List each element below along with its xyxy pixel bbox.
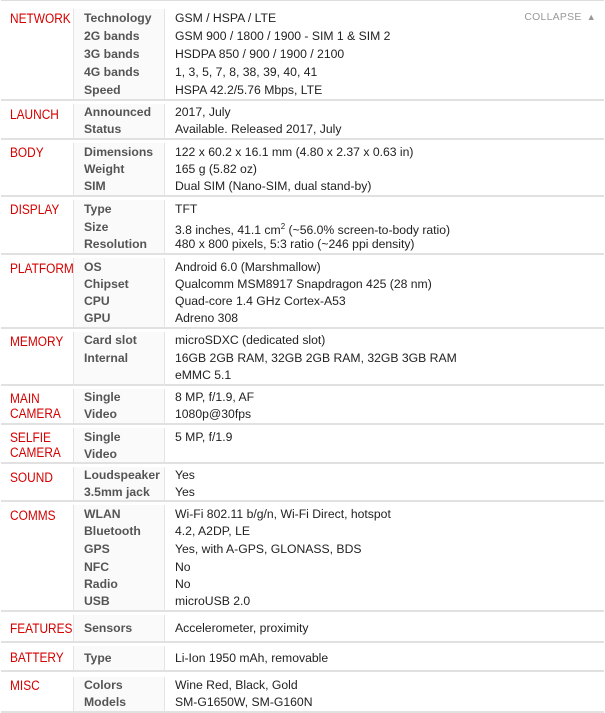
section-title-line: NETWORK	[10, 11, 71, 26]
spec-label[interactable]: Loudspeaker	[74, 467, 165, 484]
spec-row	[74, 367, 604, 384]
spec-row	[74, 332, 604, 349]
spec-label[interactable]: Video	[74, 446, 165, 462]
spec-label[interactable]: 2G bands	[74, 27, 165, 45]
section-rows	[73, 258, 604, 327]
spec-value	[165, 646, 328, 670]
section-rows	[73, 505, 604, 610]
spec-value	[165, 45, 344, 63]
spec-label[interactable]: SIM	[74, 178, 165, 195]
spec-row	[74, 646, 604, 670]
spec-row	[74, 558, 604, 576]
section-title[interactable]	[1, 107, 73, 122]
spec-value-text-after: (~56.0% screen-to-body ratio)	[285, 223, 451, 238]
section-rows	[73, 104, 604, 138]
spec-section-launch	[1, 101, 604, 140]
spec-label[interactable]: OS	[74, 258, 165, 276]
spec-row	[74, 446, 604, 462]
spec-value	[165, 218, 450, 236]
spec-value	[165, 236, 415, 253]
spec-section-platform	[1, 255, 604, 329]
section-title[interactable]	[1, 261, 73, 276]
spec-section-features	[1, 612, 604, 643]
section-rows	[73, 389, 604, 423]
spec-label[interactable]: USB	[74, 593, 165, 610]
spec-row	[74, 9, 604, 27]
spec-value	[165, 9, 276, 27]
section-rows	[73, 677, 604, 711]
spec-value-text: 3.8 inches, 41.1 cm	[175, 223, 281, 238]
spec-row	[74, 540, 604, 558]
spec-label[interactable]: Resolution	[74, 236, 165, 253]
spec-value	[165, 446, 175, 462]
section-title-line: MAIN	[10, 391, 40, 406]
spec-row	[74, 161, 604, 178]
spec-value-text: microSDXC (dedicated slot)	[175, 333, 326, 347]
spec-value-text: 165 g (5.82 oz)	[175, 162, 257, 176]
section-title[interactable]	[1, 391, 73, 421]
spec-value-text: GSM 900 / 1800 / 1900 - SIM 1 & SIM 2	[175, 29, 391, 43]
spec-value-text: Android 6.0 (Marshmallow)	[175, 260, 321, 274]
spec-row	[74, 310, 604, 327]
spec-row	[74, 428, 604, 446]
spec-row	[74, 45, 604, 63]
spec-label[interactable]: Technology	[74, 9, 165, 27]
section-title-line: BODY	[10, 145, 44, 160]
spec-value	[165, 310, 238, 327]
spec-label[interactable]: GPS	[74, 540, 165, 558]
spec-section-selfie-camera	[1, 425, 604, 464]
section-title-line: DISPLAY	[10, 202, 60, 217]
spec-value	[165, 143, 413, 161]
section-rows	[73, 428, 604, 462]
section-title-line: SOUND	[10, 470, 53, 485]
spec-value	[165, 576, 191, 593]
section-title[interactable]	[1, 508, 73, 523]
spec-label[interactable]: Radio	[74, 576, 165, 593]
spec-label[interactable]: Bluetooth	[74, 523, 165, 540]
section-rows	[73, 332, 604, 384]
spec-value	[165, 484, 195, 500]
spec-section-comms	[1, 502, 604, 612]
spec-value-text: Yes, with A-GPS, GLONASS, BDS	[175, 542, 362, 556]
spec-value-text: 8 MP, f/1.9, AF	[175, 390, 255, 404]
spec-value-text: Quad-core 1.4 GHz Cortex-A53	[175, 294, 346, 308]
spec-label[interactable]: Announced	[74, 104, 165, 121]
spec-row	[74, 178, 604, 195]
section-title[interactable]	[1, 202, 73, 217]
spec-value	[165, 367, 231, 384]
spec-value-text: Qualcomm MSM8917 Snapdragon 425 (28 nm)	[175, 277, 432, 291]
spec-section-misc	[1, 672, 604, 713]
spec-value	[165, 467, 195, 484]
spec-label[interactable]	[74, 367, 165, 384]
spec-value	[165, 178, 371, 195]
spec-row	[74, 615, 604, 641]
spec-value	[165, 27, 390, 45]
spec-value-text: Adreno 308	[175, 311, 239, 325]
spec-row	[74, 406, 604, 423]
collapse-label: COLLAPSE	[524, 12, 582, 23]
spec-value-text: Wi-Fi 802.11 b/g/n, Wi-Fi Direct, hotspot	[175, 507, 391, 521]
spec-value-text: 122 x 60.2 x 16.1 mm (4.80 x 2.37 x 0.63 in)	[175, 145, 414, 159]
section-title-line: LAUNCH	[10, 107, 59, 122]
spec-value	[165, 104, 231, 121]
spec-value	[165, 558, 191, 576]
section-title[interactable]	[1, 650, 73, 665]
spec-value	[165, 389, 254, 406]
spec-row	[74, 218, 604, 236]
section-title[interactable]	[1, 334, 73, 349]
spec-row	[74, 63, 604, 81]
spec-value-text: SM-G1650W, SM-G160N	[175, 695, 313, 709]
spec-label[interactable]: 3G bands	[74, 45, 165, 63]
spec-row	[74, 143, 604, 161]
spec-row	[74, 505, 604, 523]
spec-value	[165, 694, 313, 711]
section-rows	[73, 615, 604, 641]
spec-section-display	[1, 197, 604, 255]
section-rows	[73, 9, 604, 99]
spec-value	[165, 349, 457, 367]
spec-section-battery	[1, 643, 604, 672]
spec-row	[74, 236, 604, 253]
spec-label[interactable]: Type	[74, 646, 165, 670]
spec-value	[165, 505, 391, 523]
spec-label[interactable]: 3.5mm jack	[74, 484, 165, 500]
spec-value	[165, 161, 257, 178]
section-title-line: COMMS	[10, 508, 56, 523]
spec-label[interactable]: 4G bands	[74, 63, 165, 81]
triangle-up-icon: ▲	[586, 12, 596, 22]
spec-section-sound	[1, 464, 604, 502]
spec-row	[74, 200, 604, 218]
spec-label[interactable]: Speed	[74, 81, 165, 99]
spec-value	[165, 615, 308, 641]
section-title[interactable]	[1, 678, 73, 693]
spec-value-text: Accelerometer, proximity	[175, 621, 309, 635]
spec-row	[74, 593, 604, 610]
spec-value	[165, 63, 317, 81]
section-title-line: MEMORY	[10, 334, 64, 349]
spec-row	[74, 523, 604, 540]
spec-label[interactable]: Sensors	[74, 615, 165, 641]
section-rows	[73, 143, 604, 195]
spec-value	[165, 200, 197, 218]
spec-value	[165, 293, 346, 310]
spec-row	[74, 104, 604, 121]
section-rows	[73, 646, 604, 670]
spec-row	[74, 484, 604, 500]
spec-row	[74, 81, 604, 99]
spec-section-memory	[1, 329, 604, 386]
spec-label[interactable]: WLAN	[74, 505, 165, 523]
spec-label[interactable]: Internal	[74, 349, 165, 367]
spec-row	[74, 258, 604, 276]
spec-row	[74, 293, 604, 310]
spec-value-text: No	[175, 577, 191, 591]
spec-row	[74, 467, 604, 484]
spec-value-text: Wine Red, Black, Gold	[175, 678, 298, 692]
spec-section-network	[1, 1, 604, 101]
specs-table	[1, 0, 604, 713]
spec-section-main-camera	[1, 386, 604, 425]
spec-value-text: Yes	[175, 485, 195, 499]
spec-row	[74, 276, 604, 293]
section-title-line: CAMERA	[10, 406, 61, 421]
section-title-line: SELFIE	[10, 430, 51, 445]
spec-value-text: eMMC 5.1	[175, 368, 232, 382]
spec-row	[74, 27, 604, 45]
spec-label[interactable]: NFC	[74, 558, 165, 576]
spec-row	[74, 349, 604, 367]
spec-value-text: 2017, July	[175, 105, 231, 119]
section-title-line: PLATFORM	[10, 261, 74, 276]
spec-row	[74, 677, 604, 694]
spec-value-text: GSM / HSPA / LTE	[175, 11, 277, 25]
spec-value-text: 5 MP, f/1.9	[175, 430, 233, 444]
spec-label[interactable]: Dimensions	[74, 143, 165, 161]
spec-value-text: 16GB 2GB RAM, 32GB 2GB RAM, 32GB 3GB RAM	[175, 351, 457, 365]
spec-row	[74, 121, 604, 138]
spec-label[interactable]: Type	[74, 200, 165, 218]
spec-value-text: 1080p@30fps	[175, 407, 252, 421]
section-rows	[73, 200, 604, 253]
section-title[interactable]	[1, 145, 73, 160]
spec-value-superscript: 2	[280, 222, 286, 231]
spec-value-text: HSDPA 850 / 900 / 1900 / 2100	[175, 47, 345, 61]
spec-value-text: 480 x 800 pixels, 5:3 ratio (~246 ppi density)	[175, 237, 415, 251]
section-rows	[73, 467, 604, 500]
spec-row	[74, 576, 604, 593]
spec-value	[165, 332, 325, 349]
spec-label[interactable]: GPU	[74, 310, 165, 327]
section-title[interactable]	[1, 470, 73, 485]
section-title[interactable]	[1, 11, 73, 26]
spec-label[interactable]: Colors	[74, 677, 165, 694]
section-title[interactable]	[1, 621, 73, 636]
spec-value	[165, 258, 321, 276]
spec-label[interactable]: Size	[74, 218, 165, 236]
section-title[interactable]	[1, 430, 73, 460]
spec-value-text: HSPA 42.2/5.76 Mbps, LTE	[175, 83, 323, 97]
spec-label[interactable]: Single	[74, 428, 165, 446]
spec-value-text: 4.2, A2DP, LE	[175, 524, 250, 538]
section-title-line: BATTERY	[10, 650, 64, 665]
spec-value	[165, 593, 250, 610]
section-title-line: CAMERA	[10, 445, 61, 460]
spec-value	[165, 523, 250, 540]
spec-value-text: 1, 3, 5, 7, 8, 38, 39, 40, 41	[175, 65, 318, 79]
spec-value	[165, 677, 298, 694]
spec-label[interactable]: Status	[74, 121, 165, 138]
spec-value	[165, 428, 232, 446]
spec-value	[165, 121, 341, 138]
spec-label[interactable]: Video	[74, 406, 165, 423]
spec-row	[74, 389, 604, 406]
spec-value-text: TFT	[175, 202, 198, 216]
spec-label[interactable]: Weight	[74, 161, 165, 178]
spec-label[interactable]: Chipset	[74, 276, 165, 293]
section-title-line: MISC	[10, 678, 40, 693]
spec-label[interactable]: Single	[74, 389, 165, 406]
section-title-line: FEATURES	[10, 621, 73, 636]
spec-label[interactable]: Card slot	[74, 332, 165, 349]
spec-label[interactable]: CPU	[74, 293, 165, 310]
spec-value-text: Yes	[175, 468, 195, 482]
spec-label[interactable]: Models	[74, 694, 165, 711]
spec-value	[165, 81, 322, 99]
spec-row	[74, 694, 604, 711]
spec-value-text: Available. Released 2017, July	[175, 122, 342, 136]
spec-value-text: No	[175, 560, 191, 574]
spec-value-text: microUSB 2.0	[175, 594, 251, 608]
spec-value	[165, 276, 432, 293]
spec-value-text: Li-Ion 1950 mAh, removable	[175, 651, 329, 665]
spec-section-body	[1, 140, 604, 197]
spec-value-text: Dual SIM (Nano-SIM, dual stand-by)	[175, 179, 372, 193]
spec-value	[165, 406, 251, 423]
spec-value	[165, 540, 362, 558]
